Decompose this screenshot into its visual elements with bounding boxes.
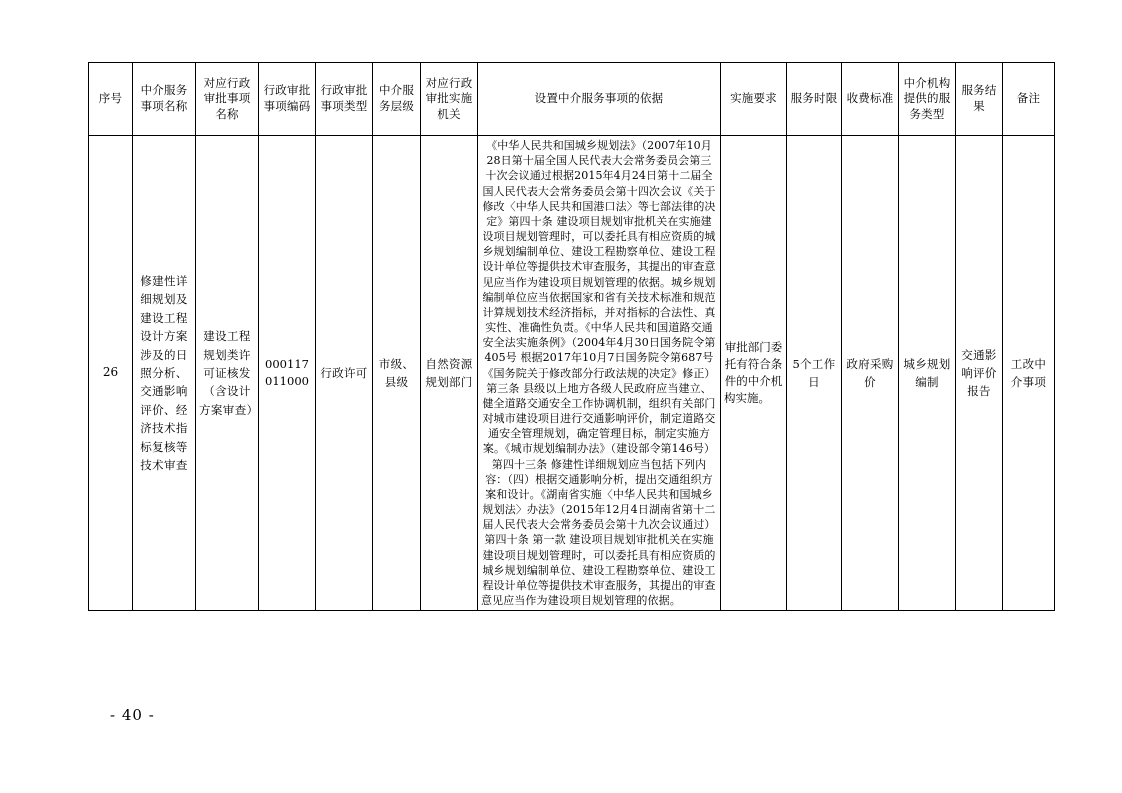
cell-basis: 《中华人民共和国城乡规划法》（2007年10月28日第十届全国人民代表大会常务委员会第三十次会议通过根据2015年4月24日第十二届全国人民代表大会常务委员会第十四次会议《关于修改〈中华人民共和国港口法〉等七部法律的决定》第四十条 建设项目规划审批机关在实施建设项目规划管理时，可以委托具有相应资质的城乡规划编制单位、建设工程勘察单位、建设工程设计单位等提供技术审查服务，其提出的审查意见应当作为建设项目规划管理的依据。城乡规划编制单位应当依据国家和省有关技术标准和规范计算规划技术经济指标，并对指标的合法性、真实性、准确性负责。《中华人民共和国道路交通安全法实施条例》（2004年4月30日国务院令第405号 根据2017年10月7日国务院令第687号《国务院关于修改部分行政法规的决定》修正）第三条 县级以上地方各级人民政府应当建立、健全道路交通安全工作协调机制，组织有关部门对城市建设项目进行交通影响评价，制定道路交通安全管理规划，确定管理目标，制定实施方案。《城市规划编制办法》（建设部令第146号）第四十三条 修建性详细规划应当包括下列内容：（四）根据交通影响分析，提出交通组织方案和设计。《湖南省实施〈中华人民共和国城乡规划法〉办法》（2015年12月4日湖南省第十二届人民代表大会常务委员会第十九次会议通过）第四十条 第一款 建设项目规划审批机关在实施建设项目规划管理时，可以委托具有相应资质的城乡规划编制单位、建设工程勘察单位、建设工程设计单位等提供技术审查服务，其提出的审查意见应当作为建设项目规划管理的依据。 [478,136,721,611]
page-number: - 40 - [110,706,155,724]
cell-approval-name: 建设工程规划类许可证核发（含设计方案审查） [196,136,259,611]
cell-remark: 工改中介事项 [1003,136,1055,611]
cell-requirement: 审批部门委托有符合条件的中介机构实施。 [721,136,787,611]
cell-approval-type: 行政许可 [316,136,373,611]
column-header-duration: 服务时限 [787,63,842,136]
service-items-table-wrapper [88,62,1047,611]
column-header-fee: 收费标准 [842,63,899,136]
table-header [89,63,1055,136]
cell-service-level: 市级、县级 [373,136,421,611]
cell-service-name: 修建性详细规划及建设工程设计方案涉及的日照分析、交通影响评价、经济技术指标复核等技术审查 [133,136,196,611]
column-header-approval-name: 对应行政审批事项名称 [196,63,259,136]
column-header-mid-service-type: 中介机构提供的服务类型 [899,63,956,136]
service-items-table [88,62,1055,611]
column-header-approval-code: 行政审批事项编码 [259,63,316,136]
column-header-basis: 设置中介服务事项的依据 [478,63,721,136]
column-header-remark: 备注 [1003,63,1055,136]
cell-approval-code: 000117011000 [259,136,316,611]
cell-mid-service-type: 城乡规划编制 [899,136,956,611]
cell-result: 交通影响评价报告 [956,136,1003,611]
column-header-service-name: 中介服务事项名称 [133,63,196,136]
cell-seq: 26 [89,136,133,611]
table-row [89,136,1055,611]
table-header-row [89,63,1055,136]
cell-approval-org: 自然资源规划部门 [421,136,478,611]
cell-duration: 5个工作日 [787,136,842,611]
column-header-approval-type: 行政审批事项类型 [316,63,373,136]
column-header-requirement: 实施要求 [721,63,787,136]
column-header-result: 服务结果 [956,63,1003,136]
column-header-service-level: 中介服务层级 [373,63,421,136]
column-header-approval-org: 对应行政审批实施机关 [421,63,478,136]
table-body [89,136,1055,611]
column-header-seq: 序号 [89,63,133,136]
cell-fee: 政府采购价 [842,136,899,611]
